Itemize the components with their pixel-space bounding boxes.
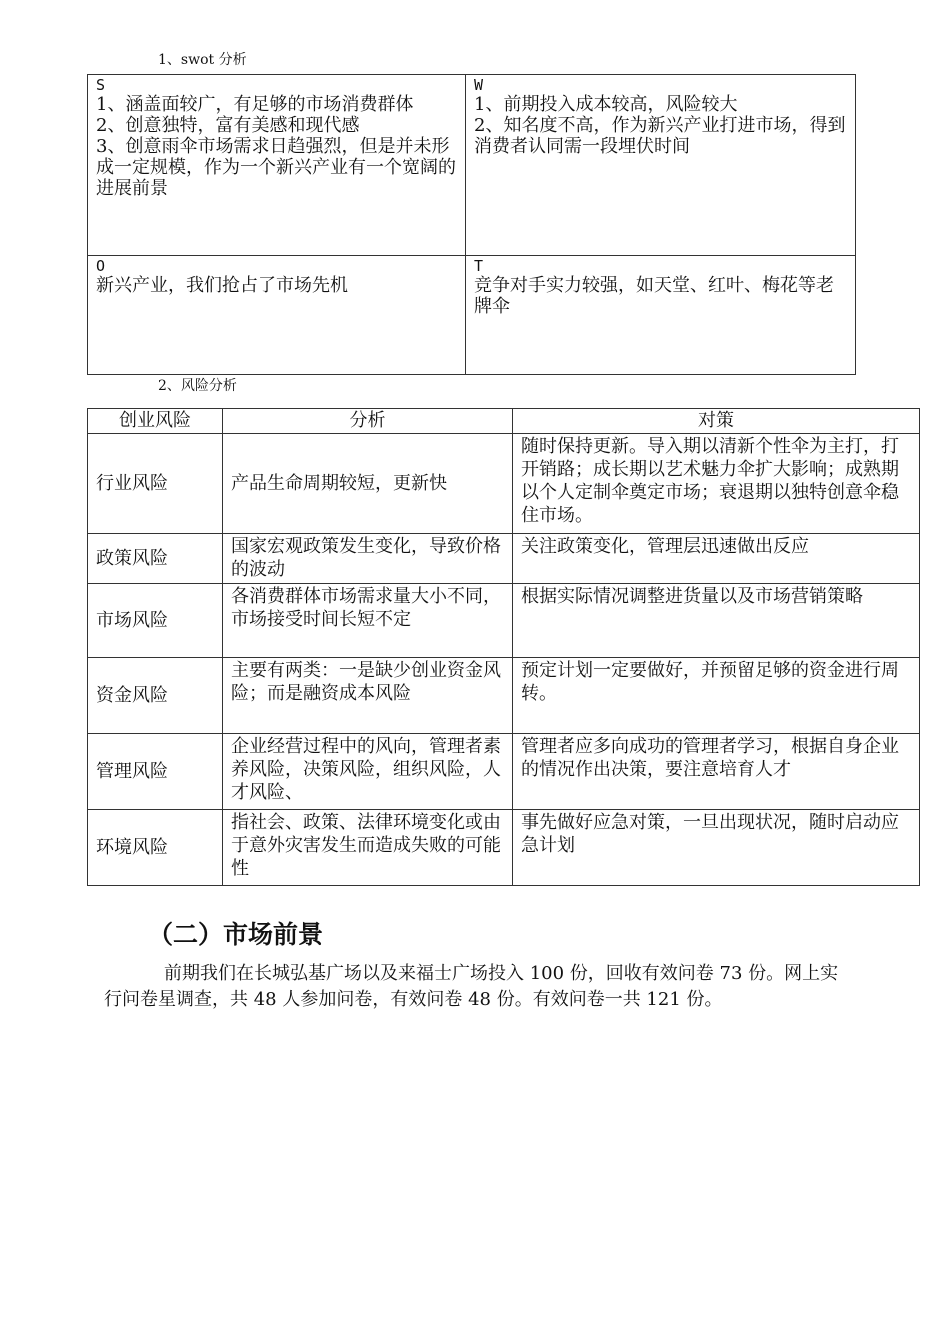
swot-threats-cell [466, 256, 856, 375]
risk-analysis: 主要有两类：一是缺少创业资金风险；而是融资成本风险 [223, 658, 513, 734]
risk-strategy: 管理者应多向成功的管理者学习，根据自身企业的情况作出决策，要注意培育人才 [513, 734, 920, 810]
table-row [88, 734, 920, 810]
risk-strategy: 关注政策变化，管理层迅速做出反应 [513, 534, 920, 584]
risk-analysis: 各消费群体市场需求量大小不同，市场接受时间长短不定 [223, 584, 513, 658]
risk-strategy: 根据实际情况调整进货量以及市场营销策略 [513, 584, 920, 658]
table-row [88, 658, 920, 734]
risk-header-row [88, 409, 920, 434]
swot-strengths-letter: S [96, 76, 106, 94]
swot-weaknesses-text: 1、前期投入成本较高，风险较大 2、知名度不高，作为新兴产业打进市场，得到消费者认同需一段埋伏时间 [474, 94, 846, 157]
risk-analysis: 企业经营过程中的风向，管理者素养风险，决策风险，组织风险，人才风险、 [223, 734, 513, 810]
risk-name: 行业风险 [88, 434, 223, 534]
risk-header-risk: 创业风险 [88, 409, 223, 434]
swot-opportunities-letter: O [96, 257, 106, 275]
risk-analysis: 指社会、政策、法律环境变化或由于意外灾害发生而造成失败的可能性 [223, 810, 513, 886]
swot-threats-letter: T [474, 257, 484, 275]
risk-analysis: 国家宏观政策发生变化，导致价格的波动 [223, 534, 513, 584]
swot-strengths-cell [88, 75, 466, 256]
swot-strengths-text: 1、涵盖面较广，有足够的市场消费群体 2、创意独特，富有美感和现代感 3、创意雨伞市场需求日趋强烈，但是并未形成一定规模，作为一个新兴产业有一个宽阔的进展前景 [96, 94, 456, 199]
swot-weaknesses-cell [466, 75, 856, 256]
swot-weaknesses-letter: W [474, 76, 484, 94]
risk-strategy: 随时保持更新。导入期以清新个性伞为主打，打开销路；成长期以艺术魅力伞扩大影响；成熟期以个人定制伞奠定市场；衰退期以独特创意伞稳住市场。 [513, 434, 920, 534]
table-row [88, 584, 920, 658]
risk-name: 管理风险 [88, 734, 223, 810]
swot-opportunities-cell [88, 256, 466, 375]
risk-strategy: 事先做好应急对策，一旦出现状况，随时启动应急计划 [513, 810, 920, 886]
risk-header-analysis: 分析 [223, 409, 513, 434]
market-heading: （二）市场前景 [148, 920, 324, 949]
table-row [88, 534, 920, 584]
table-row [88, 810, 920, 886]
market-paragraph: 前期我们在长城弘基广场以及来福士广场投入 100 份，回收有效问卷 73 份。网上实行问卷星调查，共 48 人参加问卷，有效问卷 48 份。有效问卷一共 121 份。 [104, 963, 839, 1010]
swot-threats-text: 竞争对手实力较强，如天堂、红叶、梅花等老牌伞 [474, 275, 834, 317]
swot-table [87, 74, 856, 375]
risk-name: 政策风险 [88, 534, 223, 584]
swot-caption: 1、swot 分析 [158, 52, 247, 68]
risk-strategy: 预定计划一定要做好，并预留足够的资金进行周转。 [513, 658, 920, 734]
risk-name: 市场风险 [88, 584, 223, 658]
risk-analysis: 产品生命周期较短，更新快 [223, 434, 513, 534]
risk-name: 环境风险 [88, 810, 223, 886]
risk-caption: 2、风险分析 [158, 378, 237, 394]
swot-opportunities-text: 新兴产业，我们抢占了市场先机 [96, 275, 348, 296]
table-row [88, 434, 920, 534]
risk-header-strategy: 对策 [513, 409, 920, 434]
risk-table [87, 408, 920, 886]
risk-name: 资金风险 [88, 658, 223, 734]
